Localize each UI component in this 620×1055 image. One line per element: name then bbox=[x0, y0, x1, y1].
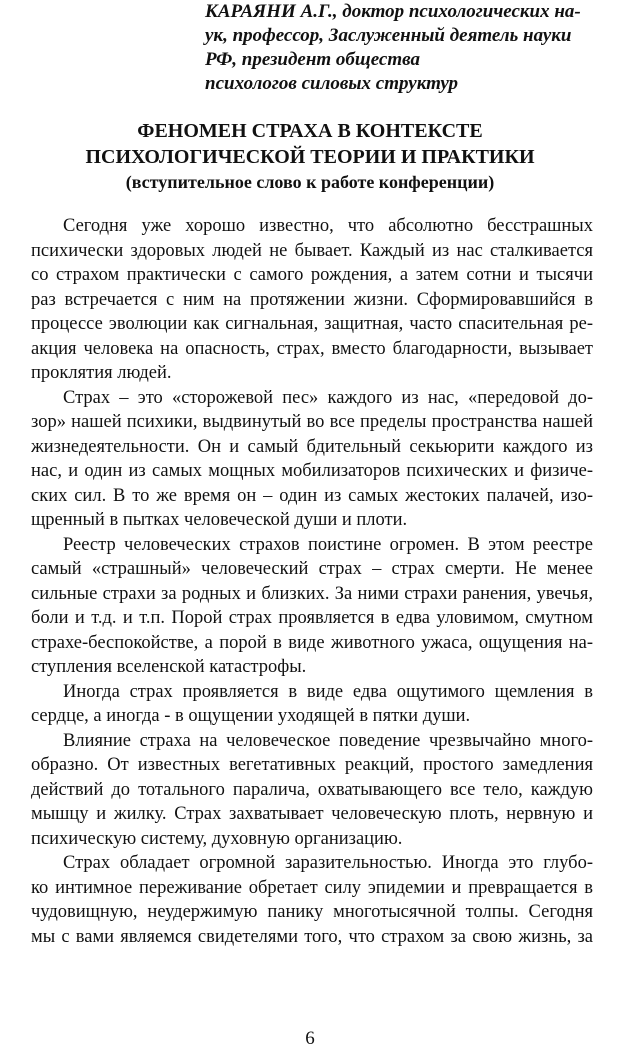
paragraph bbox=[31, 680, 593, 729]
paragraph-line: щренный в пытках человеческой души и плоти. bbox=[31, 510, 408, 530]
paragraph-line: нас, и один из самых мощных мобилизаторов психических и физиче- bbox=[31, 461, 593, 481]
paragraph-line: мышцу и жилку. Страх захватывает человеческую плоть, нервную и bbox=[31, 804, 593, 824]
author-line: ук, профессор, Заслуженный деятель науки bbox=[205, 25, 572, 46]
paragraph-line: страхе-беспокойстве, а порой в виде животного ужаса, ощущения на- bbox=[31, 632, 593, 653]
article-title bbox=[20, 118, 600, 194]
paragraph bbox=[31, 386, 593, 533]
paragraph-line: самый «страшный» человеческий страх – страх смерти. Не менее bbox=[31, 559, 593, 579]
paragraph bbox=[31, 729, 593, 852]
paragraph bbox=[31, 533, 593, 680]
author-line: КАРАЯНИ А.Г., доктор психологических на- bbox=[205, 1, 581, 22]
paragraph-line: Страх – это «сторожевой пес» каждого из нас, «передовой до- bbox=[63, 387, 593, 408]
title-line: ПСИХОЛОГИЧЕСКОЙ ТЕОРИИ И ПРАКТИКИ bbox=[85, 146, 535, 168]
author-line: психологов силовых структур bbox=[205, 73, 459, 94]
paragraph-line: Страх обладает огромной заразительностью. Иногда это глубо- bbox=[63, 853, 593, 873]
paragraph-line: ко интимное переживание обретает силу эпидемии и превращается в bbox=[31, 877, 593, 898]
paragraph-line: психически здоровых людей не бывает. Каждый из нас сталкивается bbox=[31, 240, 593, 261]
paragraph-line: акция человека на опасность, страх, вместо благодарности, вызывает bbox=[31, 338, 593, 359]
paragraph-line: сердце, а иногда - в ощущении уходящей в пятки души. bbox=[31, 706, 471, 726]
paragraph-line: психическую систему, духовную организацию. bbox=[31, 828, 403, 849]
paragraph bbox=[31, 851, 593, 949]
paragraph-line: боли и т.д. и т.п. Порой страх проявляется в едва уловимом, смутном bbox=[31, 608, 593, 628]
paragraph-line: Иногда страх проявляется в виде едва ощутимого щемления в bbox=[63, 681, 593, 702]
paragraph-line: мы с вами являемся свидетелями того, что страхом за свою жизнь, за bbox=[31, 926, 593, 947]
author-line: РФ, президент общества bbox=[205, 49, 420, 70]
paragraph-line: чудовищную, неудержимую панику многотысячной толпы. Сегодня bbox=[31, 902, 593, 922]
paragraph-line: жизнедеятельности. Он и самый бдительный секьюрити каждого из bbox=[31, 436, 593, 457]
paragraph-line: Сегодня уже хорошо известно, что абсолютно бесстрашных bbox=[63, 216, 593, 236]
paragraph-line: Реестр человеческих страхов поистине огромен. В этом реестре bbox=[63, 534, 593, 555]
paragraph-line: процессе эволюции как сигнальная, защитная, часто спасительная ре- bbox=[31, 314, 593, 334]
paragraph-line: действий до тотального паралича, охватывающего все тело, каждую bbox=[31, 779, 593, 800]
title-line: ФЕНОМЕН СТРАХА В КОНТЕКСТЕ bbox=[137, 120, 483, 142]
paragraph-line: ступления вселенской катастрофы. bbox=[31, 657, 307, 677]
author-block bbox=[205, 0, 605, 96]
article-subtitle: (вступительное слово к работе конференции) bbox=[125, 172, 495, 192]
paragraph bbox=[31, 214, 593, 386]
paragraph-line: раз встречается с ним на протяжении жизни. Сформировавшийся в bbox=[31, 289, 593, 310]
paragraph-line: со страхом практически с самого рождения, а затем сотни и тысячи bbox=[31, 265, 593, 285]
paragraph-line: сильные страхи за родных и близких. За ними страхи ранения, увечья, bbox=[31, 583, 593, 604]
page-number: 6 bbox=[305, 1028, 315, 1049]
body-text bbox=[31, 214, 593, 949]
paragraph-line: Влияние страха на человеческое поведение чрезвычайно много- bbox=[63, 730, 593, 751]
paragraph-line: образно. От известных вегетативных реакций, простого замедления bbox=[31, 755, 593, 775]
paragraph-line: проклятия людей. bbox=[31, 363, 172, 383]
paragraph-line: ских сил. В то же время он – один из самых жестоких палачей, изо- bbox=[31, 485, 593, 506]
paragraph-line: зор» нашей психики, выдвинутый во все пределы пространства нашей bbox=[31, 412, 593, 432]
